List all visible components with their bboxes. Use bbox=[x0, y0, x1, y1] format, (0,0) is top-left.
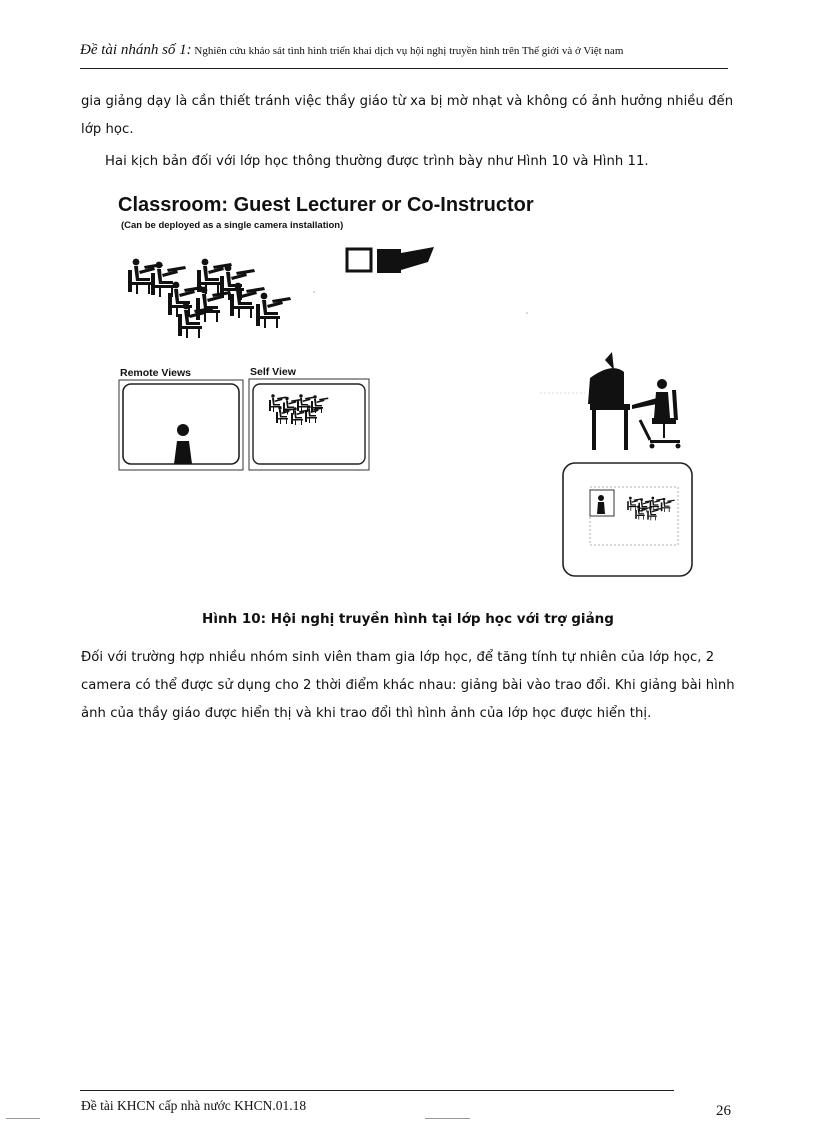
paragraph-1: gia giảng dạy là cần thiết tránh việc thầy giáo từ xa bị mờ nhạt và không có ảnh hưởng nhiều đến lớp học. bbox=[81, 94, 734, 137]
figure-title: Classroom: Guest Lecturer or Co-Instructor bbox=[118, 194, 534, 216]
students-illustration bbox=[128, 259, 291, 338]
instructor-illustration bbox=[588, 352, 681, 450]
figure-caption: Hình 10: Hội nghị truyền hình tại lớp học với trợ giảng bbox=[202, 611, 614, 627]
footer-rule bbox=[80, 1090, 674, 1091]
paragraph-2: Hai kịch bản đối với lớp học thông thường được trình bày như Hình 10 và Hình 11. bbox=[105, 154, 649, 169]
remote-views-screen bbox=[119, 380, 243, 470]
header-title-rest: Nghiên cứu khảo sát tình hình triển khai dịch vụ hội nghị truyền hình trên Thế giới và ở Việt nam bbox=[194, 45, 624, 57]
self-view-screen bbox=[249, 379, 369, 470]
scan-mark bbox=[6, 1118, 40, 1119]
instructor-monitor bbox=[563, 463, 692, 576]
footer-text: Đề tài KHCN cấp nhà nước KHCN.01.18 bbox=[81, 1098, 307, 1113]
figure-subtitle: (Can be deployed as a single camera installation) bbox=[121, 220, 344, 231]
page-number: 26 bbox=[716, 1103, 731, 1119]
scan-mark bbox=[425, 1118, 470, 1119]
self-view-label: Self View bbox=[250, 366, 296, 378]
remote-views-label: Remote Views bbox=[120, 367, 192, 379]
camera-icon bbox=[347, 247, 434, 273]
header-title-italic: Đề tài nhánh số 1: bbox=[80, 42, 192, 58]
paragraph-3: Đối với trường hợp nhiều nhóm sinh viên tham gia lớp học, để tăng tính tự nhiên của lớp học, 2 camera có thể được sử dụng cho 2 thời điểm khác nhau: giảng bài vào trao đổi. Khi giảng bài hình ảnh của thầy giáo được hiển thị và khi trao đổi thì hình ảnh của lớp học được hiển thị. bbox=[81, 650, 735, 721]
